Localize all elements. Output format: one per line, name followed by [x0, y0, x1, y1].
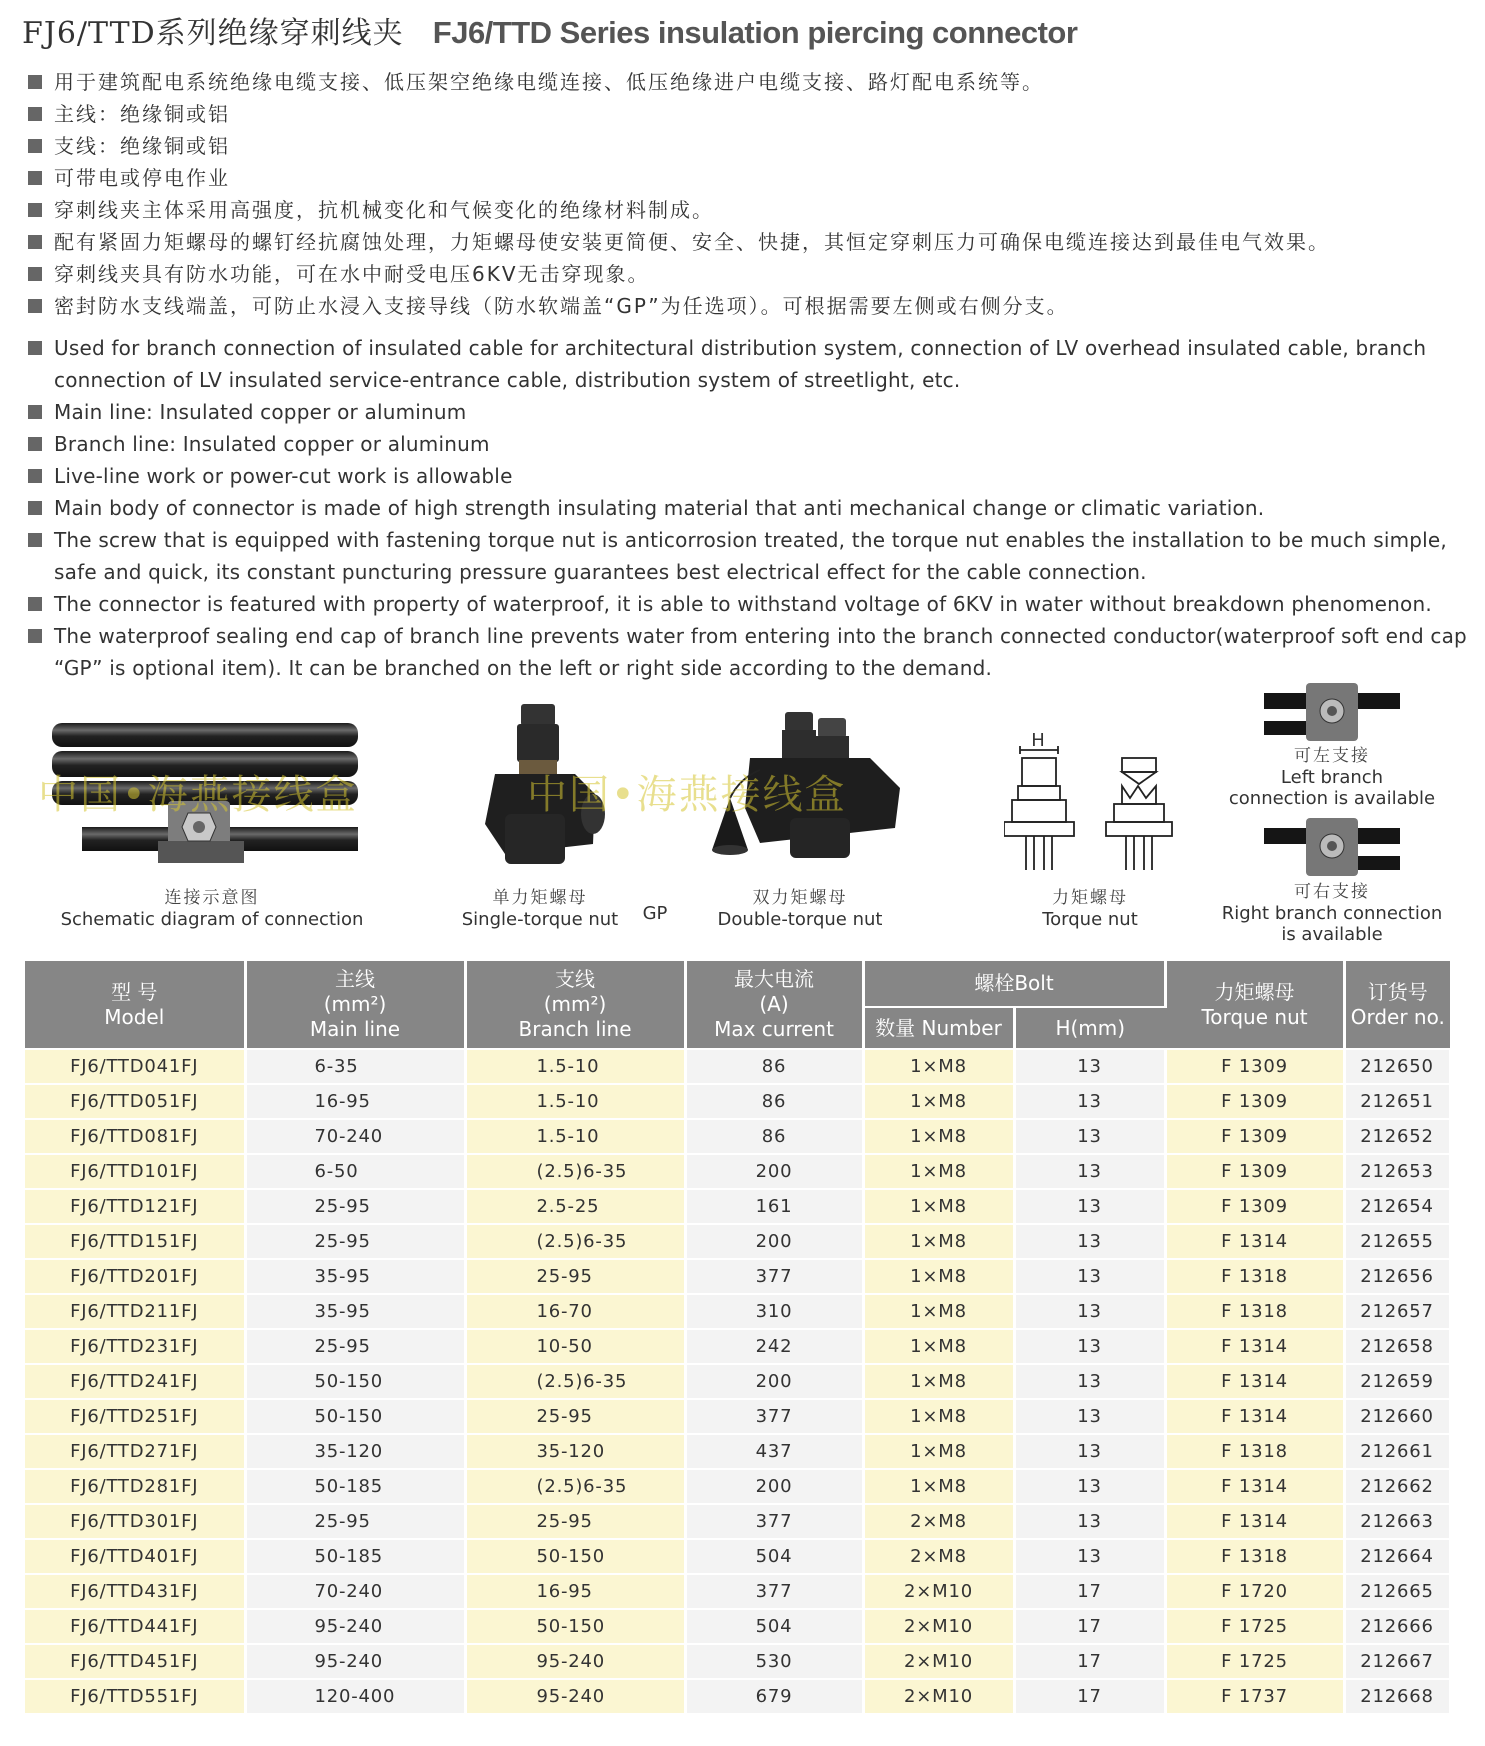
torque-nut-caption: 力矩螺母 Torque nut: [1042, 888, 1138, 930]
list-item: 配有紧固力矩螺母的螺钉经抗腐蚀处理，力矩螺母使安装更简便、安全、快捷，其恒定穿刺压力可确保电缆连接达到最佳电气效果。: [28, 226, 1468, 258]
table-cell: 6-50: [245, 1154, 465, 1189]
list-item: 密封防水支线端盖，可防止水浸入支接导线（防水软端盖“GP”为任选项）。可根据需要左侧或右侧分支。: [28, 290, 1468, 322]
table-row: [25, 1329, 1450, 1364]
table-cell: 1×M8: [863, 1189, 1014, 1224]
bullet-square-icon: [28, 267, 42, 281]
header-main-line: 主线 (mm²) Main line: [245, 961, 465, 1049]
table-cell: 120-400: [245, 1679, 465, 1714]
table-cell: 1×M8: [863, 1364, 1014, 1399]
table-cell: F 1309: [1165, 1189, 1344, 1224]
table-cell: 95-240: [465, 1679, 685, 1714]
table-cell: 1×M8: [863, 1119, 1014, 1154]
table-cell: 25-95: [465, 1504, 685, 1539]
bullet-square-icon: [28, 469, 42, 483]
bullet-square-icon: [28, 171, 42, 185]
table-cell: 13: [1014, 1224, 1165, 1259]
bullet-square-icon: [28, 437, 42, 451]
table-cell: 16-95: [465, 1574, 685, 1609]
table-cell: 95-240: [245, 1609, 465, 1644]
table-cell: 13: [1014, 1539, 1165, 1574]
table-cell: 13: [1014, 1119, 1165, 1154]
table-cell: 16-95: [245, 1084, 465, 1119]
table-cell: F 1309: [1165, 1119, 1344, 1154]
table-cell: 13: [1014, 1189, 1165, 1224]
table-cell: 2×M8: [863, 1504, 1014, 1539]
table-cell: 212663: [1344, 1504, 1450, 1539]
table-cell: F 1318: [1165, 1434, 1344, 1469]
list-item: 支线：绝缘铜或铝: [28, 130, 1468, 162]
table-cell: 50-150: [245, 1399, 465, 1434]
table-cell: 200: [685, 1364, 863, 1399]
list-item: The waterproof sealing end cap of branch line prevents water from entering into the branch connected conductor(waterproof soft end cap “GP” is optional item). It can be branched on the left or right side according to the demand.: [28, 620, 1468, 684]
table-cell: 86: [685, 1119, 863, 1154]
table-cell: 212661: [1344, 1434, 1450, 1469]
bullet-square-icon: [28, 405, 42, 419]
table-row: [25, 1679, 1450, 1714]
table-cell: F 1318: [1165, 1294, 1344, 1329]
bullet-square-icon: [28, 533, 42, 547]
bullet-square-icon: [28, 235, 42, 249]
single-torque-caption: 单力矩螺母 Single-torque nut: [461, 888, 619, 930]
table-cell: 16-70: [465, 1294, 685, 1329]
table-cell: 2×M8: [863, 1539, 1014, 1574]
table-cell: 35-120: [465, 1434, 685, 1469]
table-cell: F 1309: [1165, 1049, 1344, 1084]
watermark-text: 中国•海燕接线盒: [38, 772, 358, 818]
table-cell: F 1725: [1165, 1609, 1344, 1644]
table-cell: 70-240: [245, 1574, 465, 1609]
title-english: FJ6/TTD Series insulation piercing connector: [432, 15, 1078, 50]
table-cell: FJ6/TTD271FJ: [25, 1434, 245, 1469]
table-cell: FJ6/TTD241FJ: [25, 1364, 245, 1399]
table-cell: 70-240: [245, 1119, 465, 1154]
table-row: [25, 1189, 1450, 1224]
table-cell: FJ6/TTD301FJ: [25, 1504, 245, 1539]
table-cell: 212660: [1344, 1399, 1450, 1434]
table-cell: 50-185: [245, 1469, 465, 1504]
left-branch-image: [1264, 681, 1400, 743]
table-cell: 212667: [1344, 1644, 1450, 1679]
table-cell: 13: [1014, 1084, 1165, 1119]
table-cell: F 1737: [1165, 1679, 1344, 1714]
table-cell: 212655: [1344, 1224, 1450, 1259]
list-item: 穿刺线夹主体采用高强度，抗机械变化和气候变化的绝缘材料制成。: [28, 194, 1468, 226]
table-cell: 13: [1014, 1259, 1165, 1294]
table-cell: 13: [1014, 1154, 1165, 1189]
table-row: [25, 1364, 1450, 1399]
table-cell: 25-95: [465, 1399, 685, 1434]
table-cell: 25-95: [465, 1259, 685, 1294]
gp-label: GP: [642, 903, 668, 924]
right-branch-image: [1264, 816, 1400, 878]
table-cell: FJ6/TTD441FJ: [25, 1609, 245, 1644]
table-cell: (2.5)6-35: [465, 1154, 685, 1189]
spec-table: [25, 961, 1452, 1715]
table-cell: 25-95: [245, 1504, 465, 1539]
table-row: [25, 1574, 1450, 1609]
table-cell: 25-95: [245, 1189, 465, 1224]
table-row: [25, 1469, 1450, 1504]
table-cell: FJ6/TTD451FJ: [25, 1644, 245, 1679]
table-cell: 212662: [1344, 1469, 1450, 1504]
table-cell: F 1314: [1165, 1224, 1344, 1259]
table-cell: 212659: [1344, 1364, 1450, 1399]
table-cell: 212668: [1344, 1679, 1450, 1714]
list-item: 可带电或停电作业: [28, 162, 1468, 194]
table-row: [25, 1434, 1450, 1469]
table-cell: 1×M8: [863, 1049, 1014, 1084]
table-cell: 13: [1014, 1329, 1165, 1364]
table-cell: 1×M8: [863, 1084, 1014, 1119]
table-cell: 530: [685, 1644, 863, 1679]
h-label: H: [1031, 730, 1045, 751]
list-item: Used for branch connection of insulated cable for architectural distribution system, connection of LV overhead insulated cable, branch connection of LV insulated service-entrance cable, distribution system of streetlight, etc.: [28, 332, 1468, 396]
table-cell: 35-95: [245, 1294, 465, 1329]
table-cell: F 1314: [1165, 1469, 1344, 1504]
table-row: [25, 1154, 1450, 1189]
table-cell: 504: [685, 1609, 863, 1644]
header-branch-line: 支线 (mm²) Branch line: [465, 961, 685, 1049]
list-item: The screw that is equipped with fastening torque nut is anticorrosion treated, the torque nut enables the installation to be much simple, safe and quick, its constant puncturing pressure guarantees best electrical effect for the cable connection.: [28, 524, 1468, 588]
table-row: [25, 1224, 1450, 1259]
bullet-square-icon: [28, 139, 42, 153]
table-cell: FJ6/TTD051FJ: [25, 1084, 245, 1119]
list-item: Main body of connector is made of high strength insulating material that anti mechanical change or climatic variation.: [28, 492, 1468, 524]
table-cell: 200: [685, 1154, 863, 1189]
table-cell: 1×M8: [863, 1399, 1014, 1434]
table-cell: 95-240: [465, 1644, 685, 1679]
title-chinese: FJ6/TTD系列绝缘穿刺线夹: [22, 16, 404, 51]
table-cell: 200: [685, 1224, 863, 1259]
header-bolt-number: 数量 Number: [863, 1007, 1014, 1049]
bullet-square-icon: [28, 299, 42, 313]
bullet-square-icon: [28, 597, 42, 611]
table-cell: 13: [1014, 1049, 1165, 1084]
table-cell: F 1309: [1165, 1154, 1344, 1189]
bullet-square-icon: [28, 341, 42, 355]
table-cell: 1.5-10: [465, 1049, 685, 1084]
table-cell: 212656: [1344, 1259, 1450, 1294]
table-cell: F 1314: [1165, 1504, 1344, 1539]
table-cell: 1×M8: [863, 1469, 1014, 1504]
table-cell: FJ6/TTD201FJ: [25, 1259, 245, 1294]
table-cell: 212666: [1344, 1609, 1450, 1644]
table-row: [25, 1399, 1450, 1434]
table-cell: F 1309: [1165, 1084, 1344, 1119]
table-cell: FJ6/TTD231FJ: [25, 1329, 245, 1364]
header-max-current: 最大电流 (A) Max current: [685, 961, 863, 1049]
table-cell: 35-120: [245, 1434, 465, 1469]
table-cell: 6-35: [245, 1049, 465, 1084]
table-row: [25, 1294, 1450, 1329]
table-cell: 13: [1014, 1504, 1165, 1539]
table-cell: (2.5)6-35: [465, 1224, 685, 1259]
table-cell: 25-95: [245, 1224, 465, 1259]
right-branch-caption: 可右支接 Right branch connection is available: [1221, 882, 1443, 945]
table-row: [25, 1119, 1450, 1154]
table-cell: F 1314: [1165, 1364, 1344, 1399]
table-cell: FJ6/TTD081FJ: [25, 1119, 245, 1154]
table-cell: 17: [1014, 1574, 1165, 1609]
table-cell: 13: [1014, 1399, 1165, 1434]
list-item: 穿刺线夹具有防水功能，可在水中耐受电压6KV无击穿现象。: [28, 258, 1468, 290]
table-cell: (2.5)6-35: [465, 1469, 685, 1504]
table-cell: 17: [1014, 1679, 1165, 1714]
table-cell: 17: [1014, 1644, 1165, 1679]
table-cell: 50-150: [465, 1539, 685, 1574]
table-cell: 242: [685, 1329, 863, 1364]
bullet-square-icon: [28, 203, 42, 217]
table-cell: FJ6/TTD551FJ: [25, 1679, 245, 1714]
table-cell: 1.5-10: [465, 1119, 685, 1154]
table-cell: 212665: [1344, 1574, 1450, 1609]
table-cell: FJ6/TTD151FJ: [25, 1224, 245, 1259]
table-cell: 377: [685, 1574, 863, 1609]
table-cell: FJ6/TTD281FJ: [25, 1469, 245, 1504]
list-item: Live-line work or power-cut work is allowable: [28, 460, 1468, 492]
table-cell: 95-240: [245, 1644, 465, 1679]
schematic-caption: 连接示意图 Schematic diagram of connection: [60, 888, 364, 930]
table-cell: 1×M8: [863, 1434, 1014, 1469]
table-row: [25, 1259, 1450, 1294]
header-bolt: 螺栓Bolt: [863, 961, 1165, 1007]
table-cell: 161: [685, 1189, 863, 1224]
table-cell: 35-95: [245, 1259, 465, 1294]
page-title: [22, 8, 1077, 52]
table-cell: 212654: [1344, 1189, 1450, 1224]
table-cell: FJ6/TTD401FJ: [25, 1539, 245, 1574]
table-cell: 212650: [1344, 1049, 1450, 1084]
list-item: 主线：绝缘铜或铝: [28, 98, 1468, 130]
table-cell: 13: [1014, 1294, 1165, 1329]
table-cell: FJ6/TTD101FJ: [25, 1154, 245, 1189]
table-cell: 679: [685, 1679, 863, 1714]
table-cell: 13: [1014, 1364, 1165, 1399]
table-cell: F 1314: [1165, 1329, 1344, 1364]
header-order-no: 订货号 Order no.: [1344, 961, 1450, 1049]
header-model: 型 号 Model: [25, 961, 245, 1049]
table-row: [25, 1609, 1450, 1644]
table-cell: 86: [685, 1084, 863, 1119]
table-cell: 212657: [1344, 1294, 1450, 1329]
bullet-square-icon: [28, 75, 42, 89]
table-cell: 2.5-25: [465, 1189, 685, 1224]
table-cell: 377: [685, 1504, 863, 1539]
table-cell: 1×M8: [863, 1154, 1014, 1189]
table-cell: FJ6/TTD121FJ: [25, 1189, 245, 1224]
table-cell: 1×M8: [863, 1294, 1014, 1329]
table-cell: 2×M10: [863, 1679, 1014, 1714]
table-cell: 1×M8: [863, 1224, 1014, 1259]
table-cell: 2×M10: [863, 1644, 1014, 1679]
watermark-text-2: 中国•海燕接线盒: [527, 772, 847, 818]
table-cell: 2×M10: [863, 1609, 1014, 1644]
table-cell: 25-95: [245, 1329, 465, 1364]
bullet-square-icon: [28, 629, 42, 643]
bullet-square-icon: [28, 501, 42, 515]
table-cell: 13: [1014, 1469, 1165, 1504]
table-row: [25, 1049, 1450, 1084]
table-cell: 212652: [1344, 1119, 1450, 1154]
table-cell: FJ6/TTD431FJ: [25, 1574, 245, 1609]
table-cell: 437: [685, 1434, 863, 1469]
table-cell: 212651: [1344, 1084, 1450, 1119]
table-cell: F 1725: [1165, 1644, 1344, 1679]
table-cell: 1×M8: [863, 1259, 1014, 1294]
table-cell: 504: [685, 1539, 863, 1574]
list-item: 用于建筑配电系统绝缘电缆支接、低压架空绝缘电缆连接、低压绝缘进户电缆支接、路灯配电系统等。: [28, 66, 1468, 98]
table-cell: 212658: [1344, 1329, 1450, 1364]
table-cell: FJ6/TTD041FJ: [25, 1049, 245, 1084]
table-cell: 13: [1014, 1434, 1165, 1469]
table-cell: 17: [1014, 1609, 1165, 1644]
table-cell: F 1720: [1165, 1574, 1344, 1609]
table-cell: 50-150: [465, 1609, 685, 1644]
spec-table-body: [25, 1049, 1450, 1714]
table-cell: 2×M10: [863, 1574, 1014, 1609]
table-cell: 1×M8: [863, 1329, 1014, 1364]
table-cell: 200: [685, 1469, 863, 1504]
left-branch-caption: 可左支接 Left branch connection is available: [1228, 746, 1436, 809]
table-cell: 1.5-10: [465, 1084, 685, 1119]
table-row: [25, 1504, 1450, 1539]
bullet-square-icon: [28, 107, 42, 121]
table-row: [25, 1539, 1450, 1574]
table-cell: 50-185: [245, 1539, 465, 1574]
table-cell: 10-50: [465, 1329, 685, 1364]
table-cell: FJ6/TTD251FJ: [25, 1399, 245, 1434]
table-cell: 86: [685, 1049, 863, 1084]
table-cell: 310: [685, 1294, 863, 1329]
features-chinese-list: [28, 66, 1468, 322]
list-item: Branch line: Insulated copper or aluminum: [28, 428, 1468, 460]
table-cell: 212653: [1344, 1154, 1450, 1189]
table-cell: F 1314: [1165, 1399, 1344, 1434]
features-english-list: [28, 332, 1468, 684]
header-torque-nut: 力矩螺母 Torque nut: [1165, 961, 1344, 1049]
list-item: The connector is featured with property of waterproof, it is able to withstand voltage of 6KV in water without breakdown phenomenon.: [28, 588, 1468, 620]
table-cell: F 1318: [1165, 1259, 1344, 1294]
table-cell: 50-150: [245, 1364, 465, 1399]
table-cell: 212664: [1344, 1539, 1450, 1574]
table-cell: 377: [685, 1399, 863, 1434]
list-item: Main line: Insulated copper or aluminum: [28, 396, 1468, 428]
header-bolt-h: H(mm): [1014, 1007, 1165, 1049]
table-cell: F 1318: [1165, 1539, 1344, 1574]
table-cell: (2.5)6-35: [465, 1364, 685, 1399]
table-row: [25, 1644, 1450, 1679]
table-cell: 377: [685, 1259, 863, 1294]
table-row: [25, 1084, 1450, 1119]
table-cell: FJ6/TTD211FJ: [25, 1294, 245, 1329]
double-torque-caption: 双力矩螺母 Double-torque nut: [717, 888, 883, 930]
